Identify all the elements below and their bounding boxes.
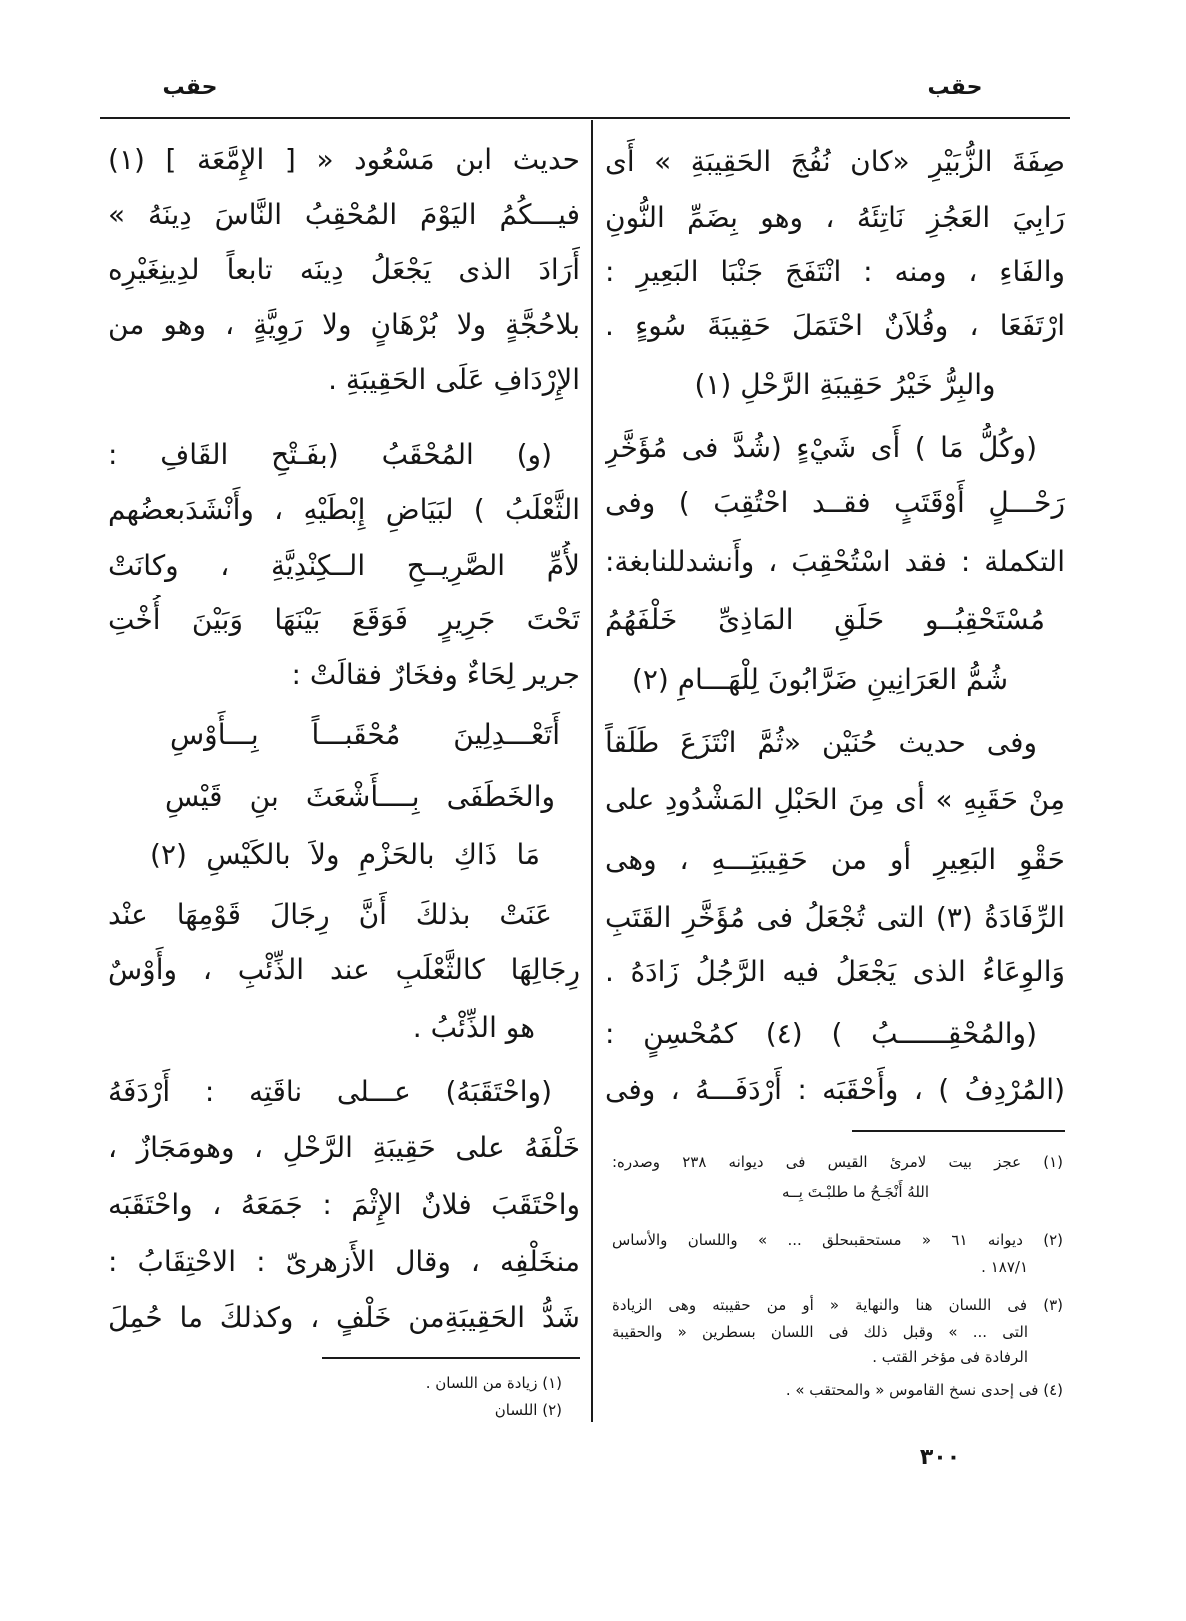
- left-column-line: حديث ابن مَسْعُود « [ الإِمَّعَة ] (١): [108, 143, 580, 176]
- footnote-line: (٢) ديوانه ٦١ « مستحقبىحلق ... » واللسان والأساس: [612, 1231, 1063, 1249]
- right-column-line: (المُرْدِفُ ) ، وأَحْقَبَه : أَرْدَفَـــهُ ، وفى: [605, 1073, 1065, 1106]
- right-column-line: رَابِيَ العَجُزِ نَاتِئَهُ ، وهو بِضَمِّ النُّونِ: [605, 201, 1065, 234]
- right-column-line: رَحْـــلٍ أَوْقَتَبٍ فقــد احْتُقِبَ ) وفى: [605, 486, 1065, 519]
- right-column-line: وَالوِعَاءُ الذى يَجْعَلُ فيه الرَّجُلُ زَادَهُ .: [605, 955, 1065, 988]
- left-column-line: فيـــكُمُ اليَوْمَ المُحْقِبُ النَّاسَ دِينَهُ »: [108, 198, 580, 231]
- left-column-line: عَنَتْ بذلكَ أَنَّ رِجَالَ قَوْمِهَا عنْد: [108, 898, 552, 931]
- right-column-line: والفَاءِ ، ومنه : انْتَفَجَ جَنْبَا البَعِيرِ :: [605, 255, 1065, 288]
- footnote-verse: اللهُ أَنْجَـحُ ما طلبْـتَ بِــه: [781, 1183, 930, 1201]
- footnote-line: (١) زيادة من اللسان .: [425, 1374, 562, 1392]
- left-column-line: خَلْفَهُ على حَقِيبَةِ الرَّحْلِ ، وهومَجَازٌ ،: [108, 1131, 580, 1164]
- right-column-line: (وكُلُّ مَا ) أَى شَيْءٍ (شُدَّ فى مُؤَخَّرِ: [605, 431, 1037, 464]
- verse-line: والبِرُّ خَيْرُ حَقِيبَةِ الرَّحْلِ (١): [694, 368, 996, 401]
- right-footnotes: [612, 0, 1063, 1621]
- left-footnotes: [320, 0, 562, 1621]
- footnote-line: التى ... » وقبل ذلك فى اللسان بسطرين « والحقيبة: [612, 1323, 1028, 1341]
- right-column-line: (والمُحْقِــــــبُ ) (٤) كمُحْسِنٍ :: [605, 1017, 1038, 1050]
- right-column-line: مِنْ حَقَبِهِ » أى مِنَ الحَبْلِ المَشْدُودِ على: [605, 783, 1065, 816]
- verse-line: مَا ذَاكِ بالحَزْمِ ولاَ بالكَيْسِ (٢): [150, 838, 540, 871]
- left-column-line: شَدُّ الحَقِيبَةِمن خَلْفٍ ، وكذلكَ ما حُمِلَ: [108, 1301, 580, 1334]
- left-column-line: الثَّعْلَبُ ) لبَيَاضِ إِبْطَيْهِ ، وأَنْشَدَبعضُهم: [108, 493, 580, 526]
- left-column-line: (و) المُحْقَبُ (بفَـتْحِ القَافِ :: [108, 438, 552, 471]
- left-column-line: تَحْتَ جَرِيرٍ فَوَقَعَ بَيْنَهَا وَبَيْنَ أُخْتِ: [108, 603, 580, 636]
- left-column-line: الإِرْدَافِ عَلَى الحَقِيبَةِ .: [328, 363, 580, 396]
- left-column-line: منخَلْفِه ، وقال الأَزهرىّ : الاحْتِقَابُ :: [108, 1245, 580, 1278]
- footnote-line: الرفادة فى مؤخر القتب .: [872, 1348, 1028, 1366]
- footnote-line: (٣) فى اللسان هنا والنهاية « أو من حقيبته وهى الزيادة: [612, 1296, 1063, 1314]
- page-number: ٣٠٠: [919, 1445, 961, 1470]
- right-column-line: الرِّفَادَةُ (٣) التى تُجْعَلُ فى مُؤَخَّرِ القَتَبِ: [605, 901, 1065, 934]
- left-column-line: هو الذِّئْبُ .: [412, 1011, 535, 1044]
- footnote-line: ١٨٧/١ .: [981, 1258, 1028, 1276]
- left-column-line: أَرَادَ الذى يَجْعَلُ دِينَه تابعاً لدِينِغَيْرِه: [108, 253, 580, 286]
- left-column-line: لأُمِّ الصَّرِيــحِ الــكِنْدِيَّةِ ، وكانَتْ: [108, 549, 580, 582]
- right-column-line: صِفَةَ الزُّبَيْرِ «كان نُفُجَ الحَقِيبَةِ » أَى: [605, 145, 1065, 178]
- running-head-right: حقب: [927, 75, 983, 100]
- verse-line: والخَطَفَى بِــــأَشْعَثَ بنِ قَيْسِ: [165, 780, 555, 813]
- left-column-line: رِجَالِهَا كالثَّعْلَبِ عند الذِّئْبِ ، وأَوْسٌ: [108, 953, 580, 986]
- right-column-line: التكملة : فقد اسْتُحْقِبَ ، وأَنشدللنابغة:: [605, 545, 1065, 578]
- right-column-line: وفى حديث حُنَيْن «ثُمَّ انْتَزَعَ طَلَقاً: [605, 726, 1037, 759]
- running-head-left: حقب: [162, 75, 218, 100]
- footnote-line: (٢) اللسان: [494, 1401, 562, 1419]
- left-column-line: واحْتَقَبَ فلانٌ الإِثْمَ : جَمَعَهُ ، واحْتَقَبَه: [108, 1188, 580, 1221]
- left-column-line: (واحْتَقَبَهُ) عـــلى ناقَتِه : أَرْدَفَهُ: [108, 1075, 552, 1108]
- verse-line: مُسْتَحْقِبُــو حَلَقِ المَاذِىِّ خَلْفَهُمُ: [605, 603, 1045, 636]
- verse-line: شُمُّ العَرَانِينِ ضَرَّابُونَ لِلْهَـــامِ (٢): [631, 663, 1009, 696]
- right-column-line: حَقْوِ البَعِيرِ أو من حَقِيبَتِـــهِ ، وهى: [605, 843, 1065, 876]
- left-column-line: بلاحُجَّةٍ ولا بُرْهَانٍ ولا رَوِيَّةٍ ، وهو من: [108, 308, 580, 341]
- left-column-line: جرير لِحَاءٌ وفخَارٌ فقالَتْ :: [291, 658, 580, 691]
- column-divider: [591, 120, 593, 1422]
- footnote-line: (١) عجز بيت لامرئ القيس فى ديوانه ٢٣٨ وصدره:: [612, 1153, 1063, 1171]
- verse-line: أَتَعْـــدِلِينَ مُحْقَبـــاً بِـــأَوْسِ: [170, 718, 560, 751]
- footnote-line: (٤) فى إحدى نسخ القاموس « والمحتقب » .: [785, 1381, 1063, 1399]
- right-column-line: ارْتَفَعَا ، وفُلاَنٌ احْتَمَلَ حَقِيبَةَ سُوءٍ .: [605, 309, 1065, 342]
